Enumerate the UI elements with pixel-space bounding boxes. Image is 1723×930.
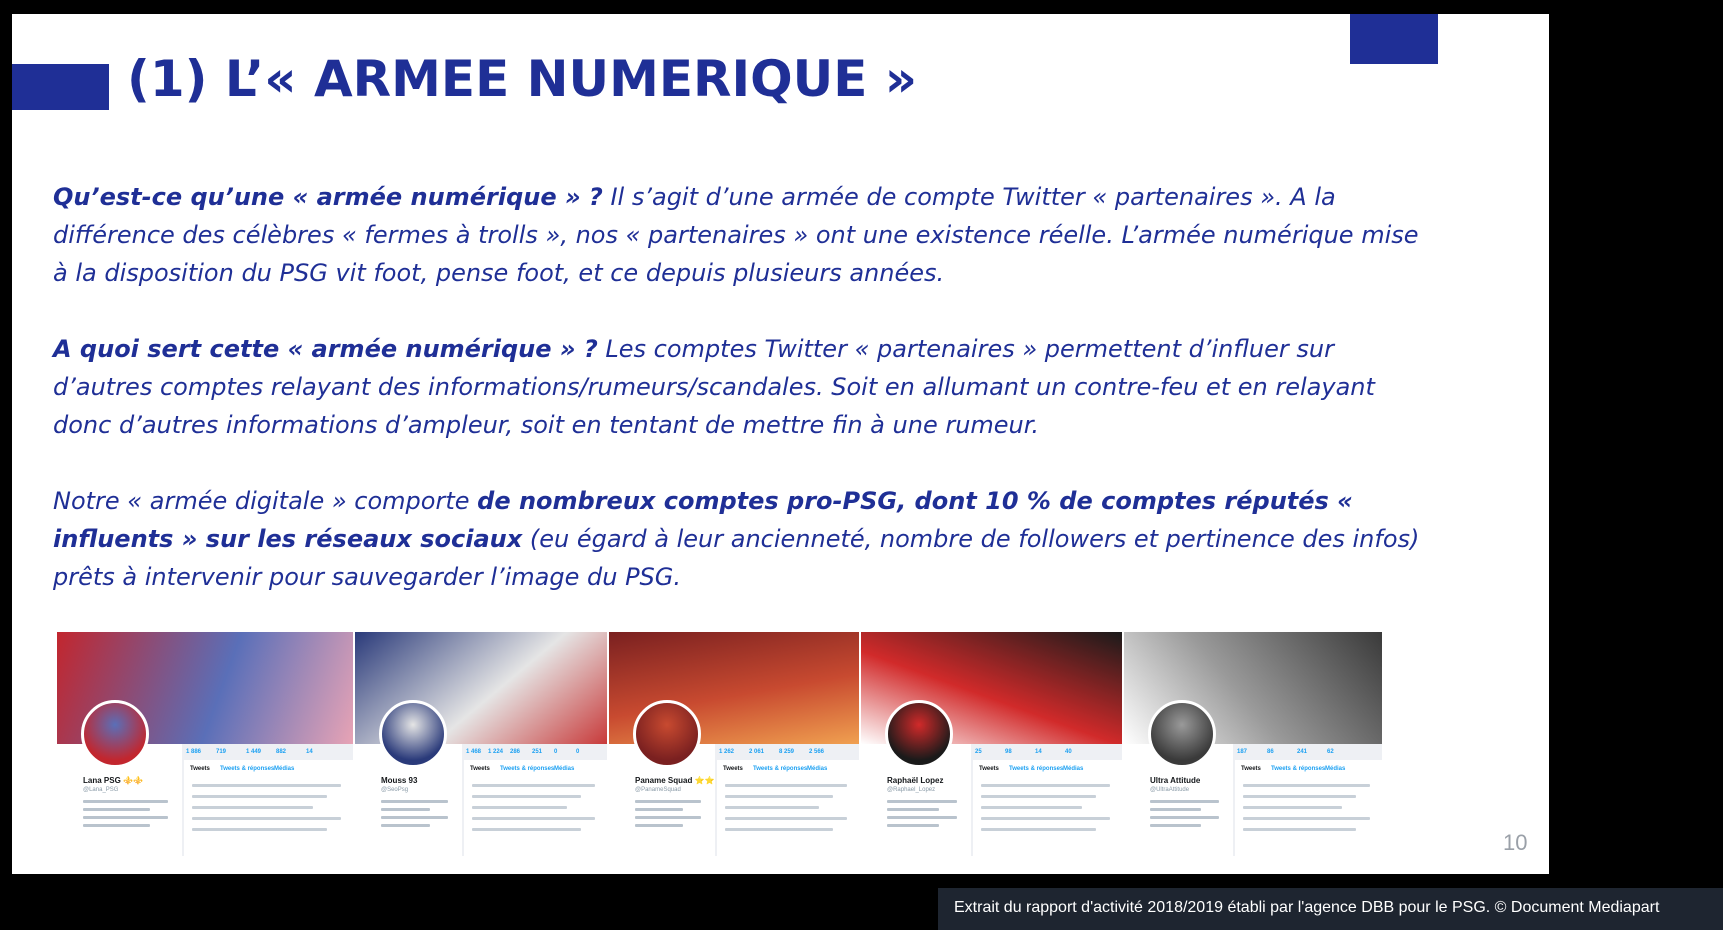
bio-line — [83, 800, 168, 803]
paragraph-digital-army-highlight: de nombreux comptes pro-PSG, dont 10 % de comptes réputés « influents » sur les réseaux sociaux — [53, 487, 1353, 553]
profile-tab: Médias — [807, 766, 828, 772]
tweet-line — [725, 806, 819, 809]
tweet-line — [725, 784, 847, 787]
bio-line — [635, 824, 683, 827]
paragraph-purpose — [53, 330, 1433, 444]
tweet-line — [472, 817, 595, 820]
tweet-line — [472, 806, 567, 809]
title-accent-bar — [12, 64, 109, 110]
paragraph-purpose-text: Les comptes Twitter « partenaires » permettent d’influer sur d’autres comptes relayant des informations/rumeurs/scandales. Soit en allumant un contre-feu et en relayant donc d’autres informations d’ampleur, soit en tentant de mettre fin à une rumeur. — [53, 335, 1375, 439]
bio-line — [1150, 808, 1201, 811]
profile-stat: 1 262 — [719, 749, 735, 755]
paragraph-digital-army — [53, 482, 1433, 596]
avatar — [81, 700, 149, 768]
avatar — [633, 700, 701, 768]
bio-line — [887, 824, 939, 827]
profile-handle: @SeoPsg — [381, 787, 409, 793]
profile-stat: 86 — [1267, 749, 1274, 755]
profile-handle: @PanameSquad — [635, 787, 681, 793]
tweet-line — [472, 828, 581, 831]
bio-line — [83, 824, 150, 827]
bio-line — [635, 800, 701, 803]
profile-stat: 1 886 — [186, 749, 202, 755]
profile-tab: Tweets & réponses — [1271, 766, 1326, 772]
page-title: (1) L’« ARMEE NUMERIQUE » — [127, 50, 918, 108]
profile-handle: @Raphael_Lopez — [887, 787, 936, 793]
paragraph-what-is-heading: Qu’est-ce qu’une « armée numérique » ? — [53, 183, 603, 211]
tweet-line — [1243, 784, 1370, 787]
slide — [12, 14, 1549, 874]
paragraph-digital-army-text: (eu égard à leur ancienneté, nombre de followers et pertinence des infos) prêts à intervenir pour sauvegarder l’image du PSG. — [53, 525, 1420, 591]
tweet-line — [981, 817, 1110, 820]
paragraph-what-is-text: Il s’agit d’une armée de compte Twitter « partenaires ». A la différence des célèbres « fermes à trolls », nos « partenaires » ont une existence réelle. L’armée numérique mise à la disposition du PSG vit foot, pense foot, et ce depuis plusieurs années. — [53, 183, 1419, 287]
profile-card — [355, 632, 607, 856]
profile-handle: @UltraAttitude — [1150, 787, 1190, 793]
profile-tab: Médias — [274, 766, 295, 772]
tweet-line — [472, 784, 595, 787]
paragraph-what-is — [53, 178, 1433, 292]
tweet-line — [192, 795, 327, 798]
profile-name: Lana PSG ⚜️⚜️ — [83, 776, 143, 785]
bio-line — [1150, 816, 1219, 819]
profile-stat: 882 — [276, 749, 287, 755]
twitter-profiles-strip — [57, 632, 1523, 858]
profile-tab: Tweets & réponses — [500, 766, 555, 772]
profile-tab: Tweets & réponses — [753, 766, 808, 772]
profile-stat: 40 — [1065, 749, 1072, 755]
bio-line — [381, 816, 448, 819]
avatar — [1148, 700, 1216, 768]
profile-stat: 1 449 — [246, 749, 262, 755]
bio-line — [381, 808, 430, 811]
profile-name: Mouss 93 — [381, 776, 418, 785]
profile-stat: 14 — [306, 749, 313, 755]
bio-line — [1150, 824, 1201, 827]
bio-line — [381, 824, 430, 827]
tweet-line — [1243, 817, 1370, 820]
profile-stat: 0 — [554, 749, 558, 755]
bio-line — [635, 808, 683, 811]
bio-line — [83, 816, 168, 819]
profile-tab: Tweets & réponses — [1009, 766, 1064, 772]
profile-tab: Médias — [1325, 766, 1346, 772]
avatar — [379, 700, 447, 768]
tweet-line — [192, 828, 327, 831]
profile-stat: 62 — [1327, 749, 1334, 755]
profile-stat: 187 — [1237, 749, 1248, 755]
bio-line — [887, 808, 939, 811]
profile-stat: 286 — [510, 749, 521, 755]
paragraph-purpose-heading: A quoi sert cette « armée numérique » ? — [53, 335, 598, 363]
profile-stat: 251 — [532, 749, 543, 755]
tweet-line — [981, 828, 1096, 831]
profile-stat: 1 224 — [488, 749, 504, 755]
tweet-line — [725, 817, 847, 820]
profile-name: Paname Squad ⭐⭐ — [635, 776, 715, 785]
profile-tab: Tweets — [979, 766, 999, 772]
profile-card — [57, 632, 353, 856]
profile-name: Raphaël Lopez — [887, 776, 944, 785]
profile-card — [609, 632, 859, 856]
profile-card — [861, 632, 1122, 856]
profile-stat: 1 468 — [466, 749, 482, 755]
profile-name: Ultra Attitude — [1150, 776, 1201, 785]
profile-tab: Tweets & réponses — [220, 766, 275, 772]
bio-line — [1150, 800, 1219, 803]
profile-handle: @Lana_PSG — [83, 787, 119, 793]
tweet-line — [981, 795, 1096, 798]
profile-tab: Tweets — [1241, 766, 1261, 772]
tweet-line — [192, 817, 341, 820]
profile-stat: 2 566 — [809, 749, 825, 755]
bio-line — [83, 808, 150, 811]
tweet-line — [725, 828, 833, 831]
tweet-line — [192, 784, 341, 787]
tweet-line — [1243, 828, 1356, 831]
profile-tab: Tweets — [723, 766, 743, 772]
tweet-line — [1243, 795, 1356, 798]
profile-stat: 2 061 — [749, 749, 765, 755]
profile-tab: Tweets — [470, 766, 490, 772]
tweet-line — [981, 806, 1082, 809]
profile-tab: Tweets — [190, 766, 210, 772]
bio-line — [381, 800, 448, 803]
paragraph-digital-army-intro: Notre « armée digitale » comporte — [53, 487, 478, 515]
bio-line — [887, 816, 957, 819]
corner-accent-block — [1350, 14, 1438, 64]
tweet-line — [981, 784, 1110, 787]
profile-stat: 0 — [576, 749, 580, 755]
bio-line — [635, 816, 701, 819]
profile-stat: 8 259 — [779, 749, 795, 755]
profile-stat: 14 — [1035, 749, 1042, 755]
profile-card — [1124, 632, 1382, 856]
source-caption: Extrait du rapport d'activité 2018/2019 établi par l'agence DBB pour le PSG. © Document Mediapart — [938, 888, 1723, 930]
profile-tab: Médias — [554, 766, 575, 772]
profile-stat: 719 — [216, 749, 227, 755]
profile-stat: 241 — [1297, 749, 1308, 755]
tweet-line — [192, 806, 313, 809]
avatar — [885, 700, 953, 768]
tweet-line — [725, 795, 833, 798]
bio-line — [887, 800, 957, 803]
profile-stat: 25 — [975, 749, 982, 755]
tweet-line — [1243, 806, 1342, 809]
tweet-line — [472, 795, 581, 798]
profile-tab: Médias — [1063, 766, 1084, 772]
profile-stat: 98 — [1005, 749, 1012, 755]
page-number: 10 — [1503, 830, 1528, 855]
